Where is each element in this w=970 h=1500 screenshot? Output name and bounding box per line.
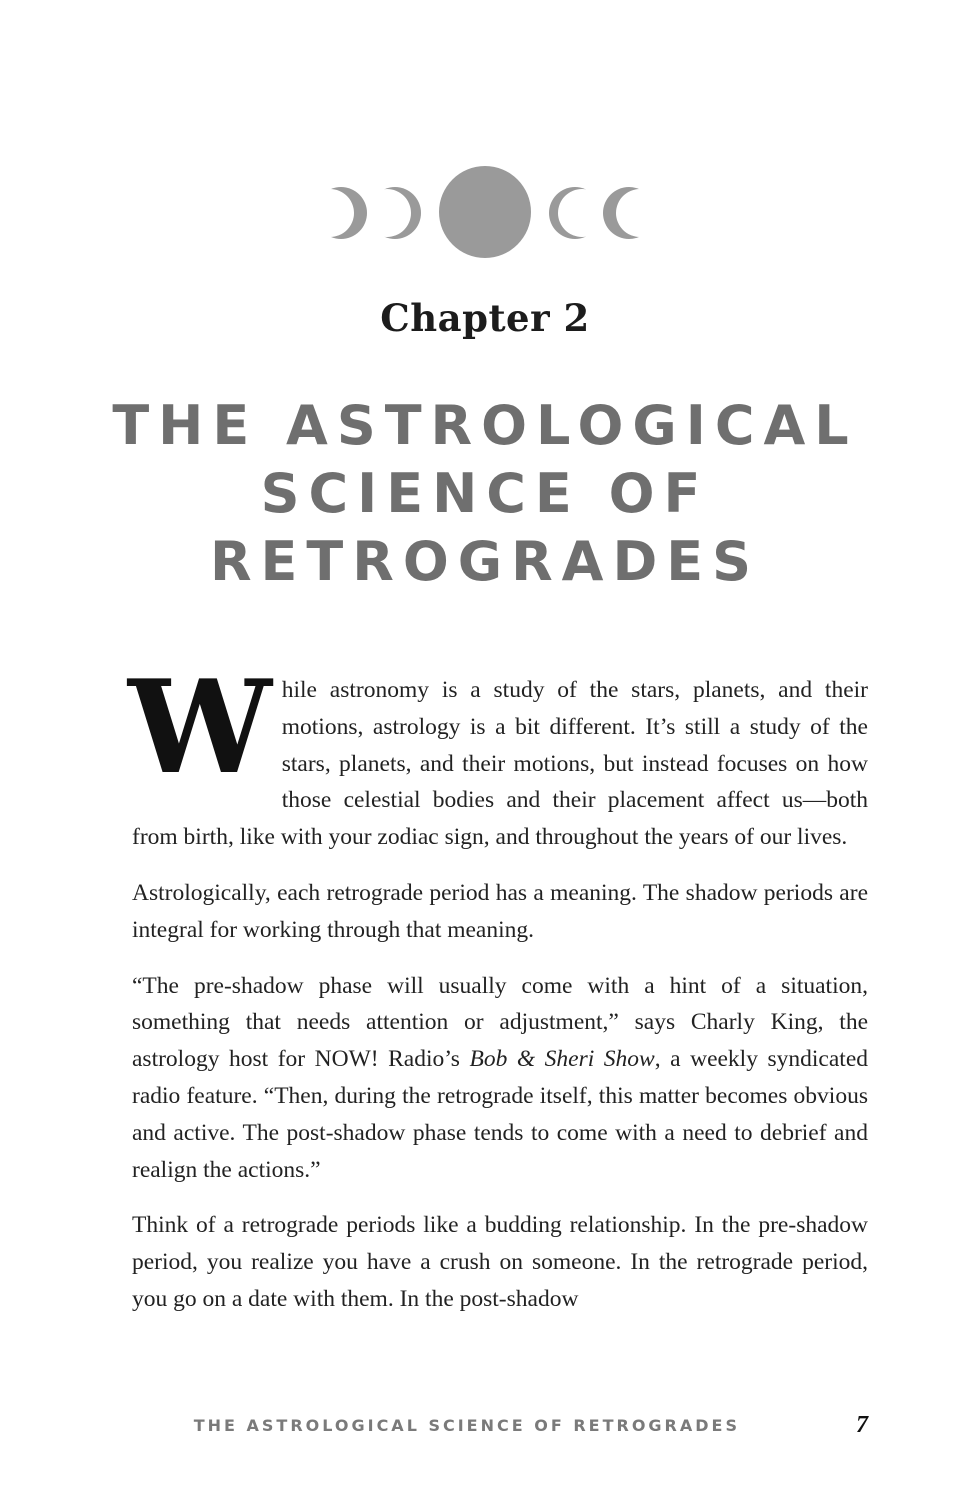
moon-phases-icon	[315, 160, 655, 270]
waxing-crescent-right-inner	[549, 187, 601, 239]
show-title: Bob & Sheri Show	[469, 1046, 655, 1073]
chapter-title	[0, 392, 970, 596]
moon-phases-ornament	[0, 160, 970, 270]
waxing-crescent-right-outer	[603, 187, 655, 239]
page-footer	[132, 1414, 868, 1442]
paragraph-4: Think of a retrograde periods like a budding relationship. In the pre-shadow period, you realize you have a crush on someone. In the retrograde period, you go on a date with them. In the post-shadow	[132, 1212, 868, 1312]
chapter-title-line-1: THE ASTROLOGICAL	[112, 394, 858, 457]
paragraph-3-text-end: , a weekly syndicated radio feature. “Then, during the retrograde itself, this matter becomes obvious and active. The post-shadow phase tends to come with a need to debrief and realign the actions.”	[132, 1046, 868, 1183]
chapter-title-line-3: RETROGRADES	[209, 530, 761, 593]
full-moon	[439, 166, 531, 258]
paragraph-3	[132, 968, 868, 1189]
drop-cap: W	[128, 653, 272, 803]
chapter-title-line-2: SCIENCE OF	[260, 462, 710, 525]
paragraph-1	[128, 653, 868, 856]
paragraph-3-text-start: “The pre-shadow phase will usually come with a hint of a situation, something that needs attention or adjustment,” says Charly King, the astrology host for NOW! Radio’s	[132, 972, 868, 1073]
paragraph-1-text: hile astronomy is a study of the stars, planets, and their motions, astrology is a bit different. It’s still a study of the stars, planets, and their motions, but instead focuses on how those celestial bodies and their placement affect us—both from birth, like with your zodiac sign, and throughout the years of our lives.	[132, 677, 868, 851]
body-text	[128, 653, 868, 1337]
page-number: 7	[856, 1412, 868, 1438]
waning-crescent-left-outer	[315, 187, 367, 239]
running-head: THE ASTROLOGICAL SCIENCE OF RETROGRADES	[193, 1416, 740, 1435]
paragraph-2: Astrologically, each retrograde period has a meaning. The shadow periods are integral for working through that meaning.	[132, 879, 868, 943]
chapter-number: Chapter 2	[380, 296, 590, 340]
waning-crescent-left-inner	[369, 187, 421, 239]
